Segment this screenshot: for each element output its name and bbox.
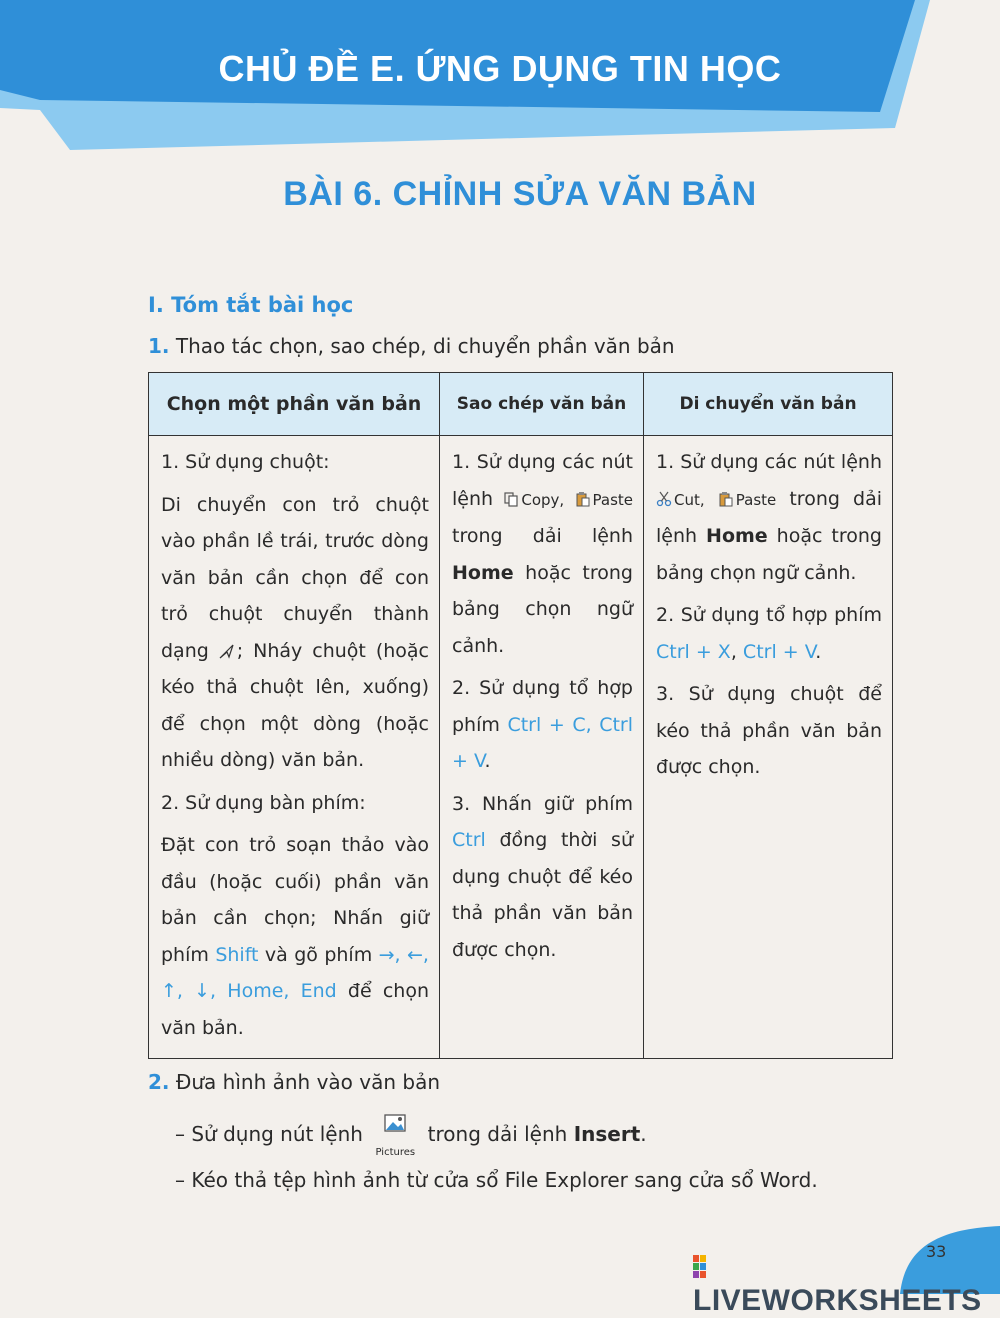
select-mouse-desc <box>161 487 429 779</box>
arrow-keys: →, ←, ↑, ↓, Home, End <box>161 943 429 1002</box>
cursor-arrow-icon <box>219 643 235 659</box>
copy-label: Copy, <box>521 490 565 509</box>
header-move: Di chuyển văn bản <box>644 373 893 436</box>
move-keys-period: . <box>815 640 822 663</box>
move-buttons-desc <box>656 444 882 591</box>
copy-drag-text-2: đồng thời sử dụng chuột để kéo thả phần văn bản được chọn. <box>452 829 633 961</box>
item1-text-2: trong dải lệnh <box>427 1122 568 1146</box>
chapter-title: CHỦ ĐỀ E. ỨNG DỤNG TIN HỌC <box>218 48 782 89</box>
item1-period: . <box>640 1122 647 1146</box>
insert-image-heading <box>148 1060 818 1104</box>
insert-image-title: Đưa hình ảnh vào văn bản <box>175 1070 441 1094</box>
sub-heading-text: Thao tác chọn, sao chép, di chuyển phần văn bản <box>175 334 675 358</box>
liveworksheets-logo-icon <box>693 1255 713 1279</box>
section-insert-image <box>148 1060 818 1202</box>
insert-image-number: 2. <box>148 1070 170 1094</box>
table-header-row <box>149 373 893 436</box>
cell-copy <box>440 436 644 1059</box>
cut-shortcut: Ctrl + X <box>656 640 731 663</box>
scissors-icon <box>656 491 672 507</box>
copy-shortcut: Ctrl + C, Ctrl + V <box>452 713 633 772</box>
move-keys-text: 2. Sử dụng tổ hợp phím <box>656 604 882 626</box>
operations-table <box>148 372 893 1059</box>
select-mouse-text: Di chuyển con trỏ chuột vào phần lề trái, trước dòng văn bản cần chọn để con trỏ chuột chuyển thành dạng <box>161 493 429 662</box>
cell-move <box>644 436 893 1059</box>
move-text-1: 1. Sử dụng các nút lệnh <box>656 451 882 473</box>
copy-text-3: hoặc trong bảng chọn ngữ cảnh. <box>452 561 633 657</box>
header-copy: Sao chép văn bản <box>440 373 644 436</box>
shift-key: Shift <box>215 943 259 966</box>
paste-label: Paste <box>592 490 634 509</box>
ctrl-key: Ctrl <box>452 829 486 851</box>
copy-text-1: 1. Sử dụng các nút lệnh <box>452 451 633 510</box>
item1-text-1: – Sử dụng nút lệnh <box>175 1122 363 1146</box>
sub-heading <box>148 334 675 358</box>
section-heading: I. Tóm tắt bài học <box>148 293 354 317</box>
lesson-title: BÀI 6. CHỈNH SỬA VĂN BẢN <box>283 175 757 213</box>
select-mouse-text-2: ; Nháy chuột (hoặc kéo thả chuột lên, xuống) để chọn một dòng (hoặc nhiều dòng) văn bản. <box>161 639 429 771</box>
copy-drag-text-1: 3. Nhấn giữ phím <box>452 792 633 815</box>
liveworksheets-logo <box>693 1250 1000 1318</box>
select-keyboard-desc <box>161 827 429 1046</box>
copy-drag-desc <box>452 786 633 969</box>
insert-tab-label: Insert <box>573 1122 641 1146</box>
cut-label: Cut, <box>674 490 705 509</box>
copy-text-2: trong dải lệnh <box>452 525 633 547</box>
paste-label: Paste <box>735 490 777 509</box>
select-keyboard-title: 2. Sử dụng bàn phím: <box>161 791 366 814</box>
home-tab-label: Home <box>706 525 768 547</box>
table-row <box>149 436 893 1059</box>
copy-keys-period: . <box>484 750 491 772</box>
move-text-2: trong dải lệnh <box>656 487 883 547</box>
list-item <box>148 1104 818 1158</box>
list-item: – Kéo thả tệp hình ảnh từ cửa sổ File Explorer sang cửa sổ Word. <box>175 1168 818 1192</box>
chapter-banner <box>0 0 1000 160</box>
header-select: Chọn một phần văn bản <box>149 373 440 436</box>
sub-heading-number: 1. <box>148 334 170 358</box>
paste-icon <box>575 491 591 507</box>
move-drag-desc: 3. Sử dụng chuột để kéo thả phần văn bản được chọn. <box>656 683 882 778</box>
logo-text: LIVEWORKSHEETS <box>693 1284 982 1317</box>
paste-shortcut: Ctrl + V <box>742 640 816 663</box>
page-number: 33 <box>926 1242 947 1261</box>
shortcut-separator: , <box>730 640 737 663</box>
cell-select <box>149 436 440 1059</box>
pictures-label: Pictures <box>375 1147 416 1158</box>
move-keys-desc <box>656 597 882 670</box>
paste-icon <box>718 491 734 507</box>
keyboard-text-2: và gõ phím <box>264 943 373 966</box>
copy-buttons-desc <box>452 444 633 664</box>
move-text-3: hoặc trong bảng chọn ngữ cảnh. <box>656 525 882 584</box>
select-mouse-title: 1. Sử dụng chuột: <box>161 451 330 473</box>
copy-icon <box>503 491 519 507</box>
keyboard-text-1: Đặt con trỏ soạn thảo vào đầu (hoặc cuối) phần văn bản cần chọn; Nhấn giữ phím <box>161 834 429 966</box>
copy-keys-text: 2. Sử dụng tổ hợp phím <box>452 677 633 736</box>
copy-keys-desc <box>452 670 633 780</box>
pictures-icon <box>383 1113 407 1133</box>
keyboard-text-3: để chọn văn bản. <box>161 980 429 1039</box>
home-tab-label: Home <box>452 561 514 584</box>
pictures-button <box>373 1104 417 1158</box>
